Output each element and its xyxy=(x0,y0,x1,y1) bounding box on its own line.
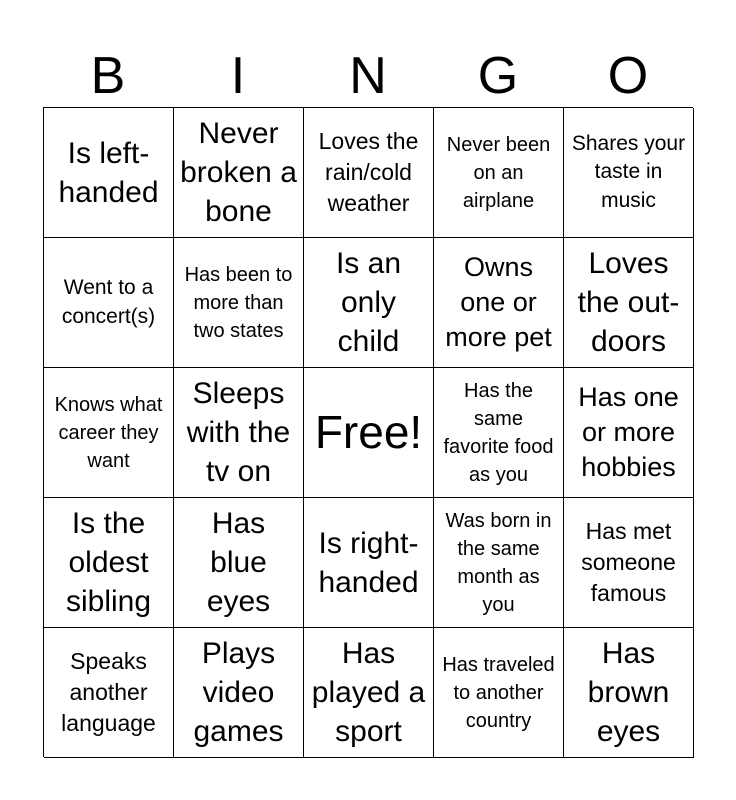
bingo-cell[interactable] xyxy=(174,368,304,498)
header-letter-i: I xyxy=(230,47,246,105)
bingo-cell[interactable] xyxy=(174,108,304,238)
header-letter-b: B xyxy=(90,47,126,105)
cell-text: Has been to more than two states xyxy=(184,263,293,342)
bingo-cell[interactable] xyxy=(564,498,694,628)
cell-text: Has blue eyes xyxy=(206,507,271,618)
cell-text: Shares your taste in music xyxy=(571,131,686,212)
bingo-board xyxy=(43,107,693,757)
cell-text: Sleeps with the tv on xyxy=(186,377,291,488)
bingo-cell[interactable] xyxy=(174,498,304,628)
bingo-cell[interactable] xyxy=(304,628,434,758)
cell-text: Loves the rain/cold weather xyxy=(318,127,419,217)
bingo-cell[interactable] xyxy=(304,108,434,238)
bingo-cell[interactable] xyxy=(174,628,304,758)
cell-text: Is right-handed xyxy=(318,526,419,599)
cell-text: Is an only child xyxy=(335,247,402,358)
cell-text: Went to a concert(s) xyxy=(61,276,156,328)
bingo-cell[interactable] xyxy=(434,368,564,498)
cell-text: Never broken a bone xyxy=(180,117,297,228)
free-space-cell[interactable] xyxy=(304,368,434,498)
cell-text: Never been on an airplane xyxy=(446,133,551,212)
bingo-cell[interactable] xyxy=(174,238,304,368)
cell-text: Loves the out-doors xyxy=(577,247,680,358)
cell-text: Owns one or more pet xyxy=(445,251,552,353)
bingo-cell[interactable] xyxy=(44,368,174,498)
cell-text: Is left-handed xyxy=(58,136,159,209)
bingo-cell[interactable] xyxy=(44,628,174,758)
header-letter-g: G xyxy=(477,47,519,105)
bingo-cell[interactable] xyxy=(564,368,694,498)
bingo-cell[interactable] xyxy=(304,498,434,628)
bingo-header xyxy=(43,46,693,106)
cell-text: Speaks another language xyxy=(61,647,156,737)
cell-text: Has the same favorite food as you xyxy=(443,379,554,486)
cell-text: Has brown eyes xyxy=(587,637,670,748)
bingo-cell[interactable] xyxy=(434,108,564,238)
cell-text: Knows what career they want xyxy=(54,393,163,472)
bingo-cell[interactable] xyxy=(564,628,694,758)
bingo-cell[interactable] xyxy=(434,498,564,628)
cell-text: Is the oldest sibling xyxy=(65,507,152,618)
header-letter-n: N xyxy=(349,47,387,105)
bingo-cell[interactable] xyxy=(434,628,564,758)
bingo-cell[interactable] xyxy=(304,238,434,368)
bingo-cell[interactable] xyxy=(44,108,174,238)
bingo-cell[interactable] xyxy=(434,238,564,368)
header-letter-o: O xyxy=(607,47,649,105)
bingo-cell[interactable] xyxy=(44,238,174,368)
cell-text: Has traveled to another country xyxy=(442,653,555,732)
bingo-cell[interactable] xyxy=(44,498,174,628)
cell-text: Plays video games xyxy=(193,637,284,748)
cell-text: Has met someone famous xyxy=(581,517,676,607)
bingo-cell[interactable] xyxy=(564,238,694,368)
bingo-cell[interactable] xyxy=(564,108,694,238)
cell-text: Has one or more hobbies xyxy=(578,381,679,483)
cell-text: Has played a sport xyxy=(311,637,426,748)
free-space-text: Free! xyxy=(314,406,423,459)
cell-text: Was born in the same month as you xyxy=(445,509,552,616)
